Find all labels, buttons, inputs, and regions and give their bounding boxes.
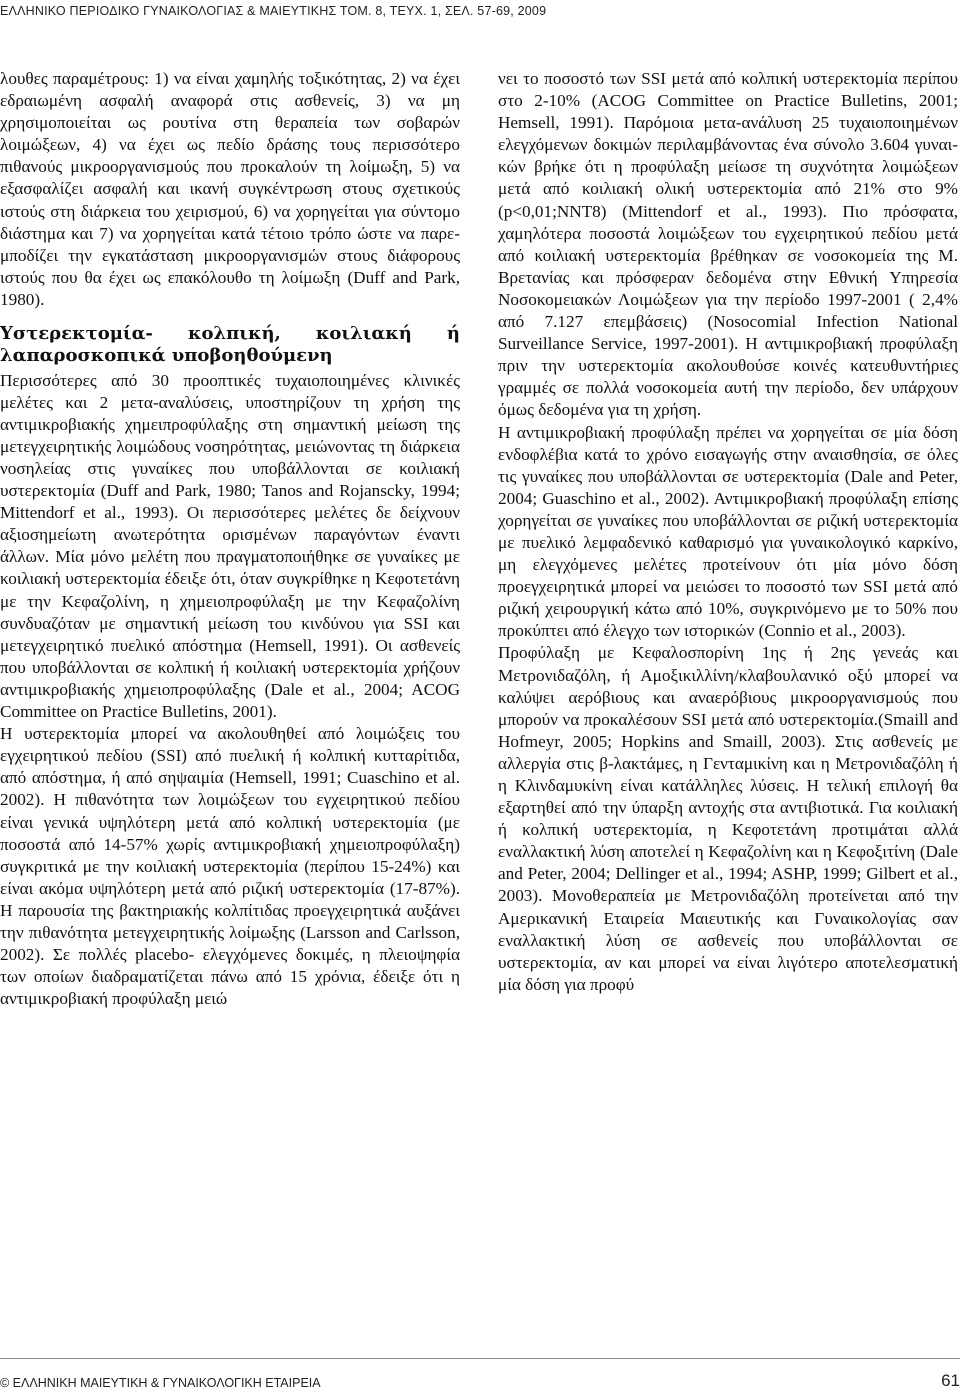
running-header: ΕΛΛΗΝΙΚΟ ΠΕΡΙΟΔΙΚΟ ΓΥΝΑΙΚΟΛΟΓΙΑΣ & ΜΑΙΕΥΤΙΚΗΣ ΤΟΜ. 8, ΤΕΥΧ. 1, ΣΕΛ. 57-69, 2009: [0, 4, 547, 18]
right-column: [498, 68, 958, 996]
right-paragraph-2: Η αντιμικροβιακή προφύλαξη πρέπει να χορηγείται σε μία δόση ενδοφλέβια κατά το χρόνο εισαγωγής στην αναισθησία, σε όλες τις γυναίκες που υποβάλλονται σε υστερεκτομία (Dale and Peter, 2004; Guaschino et al., 2002). Αντιμικροβιακή προφύλαξη επίσης χορηγείται σε γυναίκες που υποβάλλονται σε ριζική υστερεκτομία με πυελικό λεμφαδενικό καθαρισμό για γυναικολογικό καρκίνο, μη ελεγχόμενες μελέτες προτείνουν ότι μία μόνο δόση προεγχειρητικά μπορεί να μειώσει το ποσοστό των SSI μετά από ριζική χειρουργική κάτω από 10%, συγκρινόμενο με το 50% που προκύπτει από έλεγχο των ιστορικών (Connio et al., 2003).: [498, 422, 958, 641]
left-column: [0, 68, 460, 1010]
right-paragraph-1: νει το ποσοστό των SSI μετά από κολπική υστερεκτομία περίπου στο 2-10% (ACOG Committee on Practice Bulletins, 2001; Hemsell, 1991). Παρόμοια μετα-ανάλυση 25 τυχαιοποιημένων ελεγχόμενων δοκιμών περιλαμβάνοντας ένα σύνολο 3.604 γυναικών βρήκε ότι η προφύλαξη μείωσε τη συχνότητα λοιμώξεων μετά από κοιλιακή ολική υστερεκτομία από 21% στο 9% (p<0,01;NNT8) (Mittendorf et al., 1993). Πιο πρόσφατα, χαμηλότερα ποσοστά λοιμώξεων του εγχειρητικού πεδίου μετά από κοιλιακή υστερεκτομία βρέθηκαν σε νοσοκομεία της Μ. Βρετανίας και πρόσφεραν δεδομένα στην Εθνική Υπηρεσία Νοσοκομειακών Λοιμώξεων για την περίοδο 1997-2001 ( 2,4% από 7.127 επεμβάσεις) (Nosocomial Infection National Surveillance Service, 1997-2001). Η αντιμικροβιακή προφύλαξη πριν την υστερεκτομία ακολουθούσε κοινές κατευθυντήριες γραμμές σε πολλά νοσοκομεία αυτή την περίοδο, δεν υπάρχουν όμως δεδομένα για τη χρήση.: [498, 69, 958, 420]
footer-copyright: © ΕΛΛΗΝΙΚΗ ΜΑΙΕΥΤΙΚΗ & ΓΥΝΑΙΚΟΛΟΓΙΚΗ ΕΤΑΙΡΕΙΑ: [0, 1376, 321, 1390]
page-number: 61: [941, 1371, 960, 1390]
right-paragraph-3: Προφύλαξη με Κεφαλοσπορίνη 1ης ή 2ης γενεάς και Μετρονιδαζόλη, ή Αμοξικιλλίνη/κλαβουλανικό οξύ μπορεί να καλύψει αερόβιους και αναερόβιους μικροοργανισμούς που μπορούν να προκαλέσουν SSI μετά από υστερεκτομία.(Smaill and Hofmeyr, 2005; Hopkins and Smaill, 2003). Στις ασθενείς με αλλεργία στις β-λακτάμες, η Γενταμικίνη και η Μετρονιδαζόλη ή η Κλινδαμυκίνη είναι κατάλληλες λύσεις. Η τελική επιλογή θα εξαρτηθεί από την ύπαρξη αντοχής στα αντιβιοτικά. Για κοιλιακή ή κολπική υστερεκτομία, η Κεφοτετάνη προτιμάται αλλά εναλλακτική λύση αποτελεί η Κεφαζολίνη και η Κεφοξιτίνη (Dale and Peter, 2004; Dellinger et al., 1994; ASHP, 1999; Gilbert et al., 2003). Μονοθεραπεία με Μετρονιδαζόλη προτείνεται από την Αμερικανική Εταιρεία Μαιευτικής και Γυναικολογίας σαν εναλλακτική λύση σε ασθενείς που υποβάλλονται σε υστερεκτομία, αν και μπορεί να είναι λιγότερο αποτελεσματική μία δόση για προφύ: [498, 643, 958, 994]
left-paragraph-2: Περισσότερες από 30 προοπτικές τυχαιοποιημένες κλινικές μελέτες και 2 μετα-αναλύσεις, υποστηρίζουν τη χρήση της αντιμικροβιακής χημειπροφύλαξης στη σημαντική μείωση της μετεγχειρητικής λοιμώδους νοσηρότητας, μειώνοντας τη διάρκεια νοσηλείας στις γυναίκες που υποβάλλονται σε κοιλιακή υστερεκτομία (Duff and Park, 1980; Tanos and Rojanscky, 1994; Mittendorf et al., 1993). Οι περισσότερες μελέτες δε δείχνουν αξιοσημείωτη ανωτερότητα ορισμένων παραγόντων έναντι άλλων. Μία μόνο μελέτη που πραγματοποιήθηκε σε γυναίκες με κοιλιακή υστερεκτομία έδειξε ότι, όταν συγκρίθηκε η Κεφοτετάνη με την Κεφαζολίνη, η χημειοπροφύλαξη με την Κεφαζολίνη συνδυαζόταν με σημαντική μείωση του κινδύνου για SSI και μετεγχειρητικό πυελικό απόστημα (Hemsell, 1991). Οι ασθενείς που υποβάλλονται σε κολπική ή κοιλιακή υστερεκτομία χρήζουν αντιμικροβιακής χημειοπροφύλαξης (Dale et al., 2004; ACOG Committee on Practice Bulletins, 2001).: [0, 370, 460, 722]
left-paragraph-3: Η υστερεκτομία μπορεί να ακολουθηθεί από λοιμώξεις του εγχειρητικού πεδίου (SSI) από πυελική ή κολπική κυτταρίτιδα, από απόστημα, ή από σηψαιμία (Hemsell, 1991; Cuaschino et al. 2002). Η πιθανότητα των λοιμώξεων του εγχειρητικού πεδίου είναι γενικά υψηλότερη μετά από κολπική υστερεκτομία (με ποσοστά από 14-57% χωρίς αντιμικροβιακή χημειοπροφύλαξη) συγκριτικά με την κοιλιακή υστερεκτομία (περίπου 15-24%) και είναι ακόμα υψηλότερη μετά από ριζική υστερεκτομία (17-87%). Η παρουσία της βακτηριακής κολπίτιδας προεγχειρητικά αυξάνει την πιθανότητα μετεγχειρητικής λοίμωξης (Larsson and Carlsson, 2002). Σε πολλές placebo- ελεγχόμενες δοκιμές, η πλειοψηφία των οποίων διαδραματίζεται πάνω από 15 χρόνια, έδειξε ότι η αντιμικροβιακή προφύλαξη μειώ: [0, 724, 460, 1009]
footer-divider: [0, 1358, 960, 1359]
section-heading: Υστερεκτομία- κολπική, κοιλιακή ή λαπαροσκοπικά υποβοηθούμενη: [0, 323, 460, 367]
left-paragraph-1: λουθες παραμέτρους: 1) να είναι χαμηλής τοξικότητας, 2) να έχει εδραιωμένη ασφαλή αναφορά στις ασθενείς, 3) να μη χρησιμοποιείται ως ρουτίνα στη θεραπεία των σοβαρών λοιμώξεων, 4) να έχει ως πεδίο δράσης τους περισσότερο πιθανούς μικροοργανισμούς που προκαλούν τη λοίμωξη, 5) να εξασφαλίζει ασφαλή και ικανή συγκέντρωση στους σχετικούς ιστούς στη διάρκεια του χειρισμού, 6) να χορηγείται για σύντομο διάστημα και 7) να χορηγείται κατά τέτοιο τρόπο ώστε να παρεμποδίζει την εγκατάσταση μικροοργανισμών στους διάφορους ιστούς που θα έχει ως επακόλουθο τη λοίμωξη (Duff and Park, 1980).: [0, 69, 460, 309]
